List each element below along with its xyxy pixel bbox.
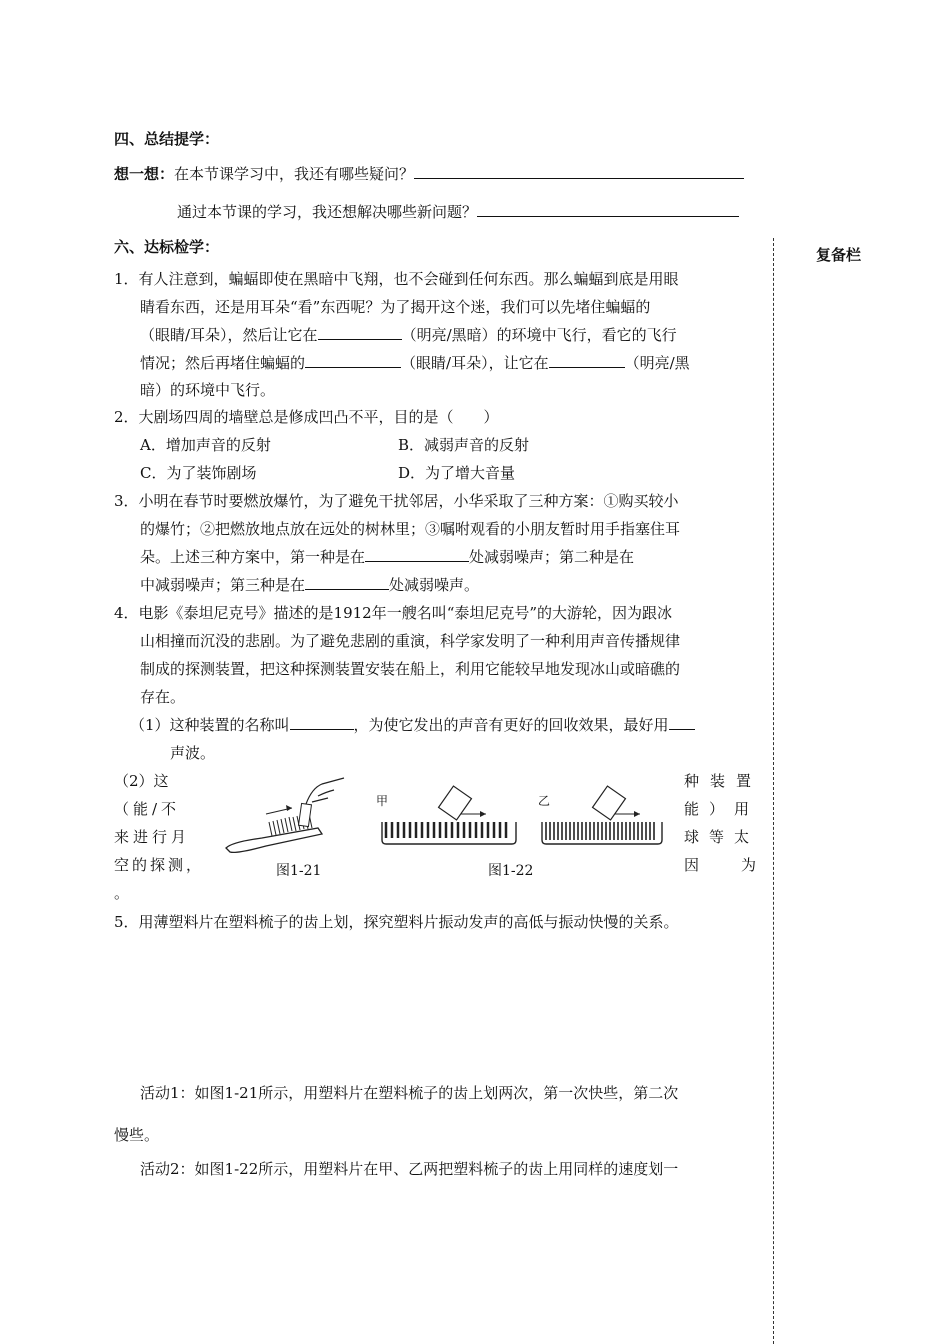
q4-line-1: 4．电影《泰坦尼克号》描述的是1912年一艘名叫“泰坦尼克号”的大游轮，因为跟冰 <box>114 604 673 622</box>
q3-text-3b: 处减弱噪声；第二种是在 <box>469 548 635 566</box>
answer-blank-q1-2[interactable] <box>305 353 401 368</box>
q3-text-3a: 朵。上述三种方案中，第一种是在 <box>140 548 366 566</box>
figure-1-21 <box>222 774 358 860</box>
q1-line-4 <box>140 352 690 373</box>
answer-blank-q4-1[interactable] <box>290 715 354 730</box>
q4-sub2-right-3: 球等太 <box>684 828 760 846</box>
q1-text-4a: 情况；然后再堵住蝙蝠的 <box>140 354 306 372</box>
activity-1-line-2: 慢些。 <box>114 1126 160 1144</box>
think-question-1: 在本节课学习中，我还有哪些疑问？ <box>174 165 415 183</box>
think-line-2 <box>177 201 739 222</box>
sidebar-divider <box>773 238 774 1344</box>
comb-hand-icon <box>222 774 358 860</box>
q1-line-2: 睛看东西，还是用耳朵“看”东西呢？为了揭开这个迷，我们可以先堵住蝙蝠的 <box>140 298 651 316</box>
q3-line-2: 的爆竹；②把燃放地点放在远处的树林里；③嘱咐观看的小朋友暂时用手指塞住耳 <box>140 520 681 538</box>
q3-line-1: 3．小明在春节时要燃放爆竹，为了避免干扰邻居，小华采取了三种方案：①购买较小 <box>114 492 679 510</box>
q1-text-3b: （明亮/黑暗）的环境中飞行，看它的飞行 <box>401 326 677 344</box>
think-question-2: 通过本节课的学习，我还想解决哪些新问题？ <box>177 203 478 221</box>
q4-line-3: 制成的探测装置，把这种探测装置安装在船上，利用它能较早地发现冰山或暗礁的 <box>140 660 681 678</box>
answer-blank-q4-2[interactable] <box>669 715 695 730</box>
q2-option-d[interactable]: D．为了增大音量 <box>398 464 516 482</box>
sidebar-label: 复备栏 <box>816 246 862 264</box>
q1-line-1: 1．有人注意到，蝙蝠即使在黑暗中飞翔，也不会碰到任何东西。那么蝙蝠到底是用眼 <box>114 270 679 288</box>
q1-text-3a: （眼睛/耳朵），然后让它在 <box>140 326 318 344</box>
q3-text-4a: 中减弱噪声；第三种是在 <box>140 576 306 594</box>
figure-1-21-caption: 图1-21 <box>276 863 322 879</box>
answer-blank-q3-2[interactable] <box>305 575 389 590</box>
q5-stem: 5．用薄塑料片在塑料梳子的齿上划，探究塑料片振动发声的高低与振动快慢的关系。 <box>114 913 679 931</box>
q2-option-b[interactable]: B．减弱声音的反射 <box>398 436 530 454</box>
q3-line-3 <box>140 546 634 567</box>
q1-line-5: 暗）的环境中飞行。 <box>140 381 276 399</box>
figure-1-22 <box>374 780 674 860</box>
answer-blank-think-2[interactable] <box>477 202 739 217</box>
q4-sub2-left-col <box>114 770 204 910</box>
q4-sub1-text-a: （1）这种装置的名称叫 <box>130 716 290 734</box>
q2-option-a[interactable]: A．增加声音的反射 <box>140 436 271 454</box>
q4-sub2-left-5: 。 <box>114 884 130 902</box>
two-combs-icon <box>374 780 674 860</box>
q4-sub2-right-4: 因为 <box>684 856 799 874</box>
q4-sub1-line-2: 声波。 <box>170 744 216 762</box>
q4-sub2-right-1: 种装置 <box>684 772 763 790</box>
figure-1-22-caption: 图1-22 <box>488 863 534 879</box>
q4-sub2-right-col <box>684 770 799 882</box>
q4-sub1-text-b: ，为使它发出的声音有更好的回收效果，最好用 <box>353 716 669 734</box>
section-title-summary: 四、总结提学： <box>114 130 220 148</box>
q1-text-4b: （眼睛/耳朵），让它在 <box>401 354 549 372</box>
answer-blank-q3-1[interactable] <box>365 547 469 562</box>
answer-blank-q1-1[interactable] <box>318 325 402 340</box>
section-title-test: 六、达标检学： <box>114 238 220 256</box>
comb-label-jia: 甲 <box>376 794 389 808</box>
q1-line-3 <box>140 324 677 345</box>
q4-sub2-right-2: 能）用 <box>684 800 760 818</box>
q2-option-c[interactable]: C．为了装饰剧场 <box>140 464 257 482</box>
q4-sub2-left-2: （能/不 <box>114 800 181 818</box>
activity-2-line-1: 活动2：如图1-22所示，用塑料片在甲、乙两把塑料梳子的齿上用同样的速度划一 <box>140 1160 679 1178</box>
q4-sub2-left-3: 来进行月 <box>114 828 191 846</box>
think-label: 想一想： <box>114 165 175 183</box>
q4-sub2-left-1: （2）这 <box>114 772 169 790</box>
q4-line-2: 山相撞而沉没的悲剧。为了避免悲剧的重演，科学家发明了一种利用声音传播规律 <box>140 632 681 650</box>
q3-line-4 <box>140 574 479 595</box>
q3-text-4b: 处减弱噪声。 <box>389 576 480 594</box>
q4-line-4: 存在。 <box>140 688 186 706</box>
think-line-1 <box>114 163 744 184</box>
answer-blank-q1-3[interactable] <box>549 353 625 368</box>
q1-text-4c: （明亮/黑 <box>624 354 690 372</box>
activity-1-line-1: 活动1：如图1-21所示，用塑料片在塑料梳子的齿上划两次，第一次快些，第二次 <box>140 1084 679 1102</box>
q4-sub2-left-4: 空的探测， <box>114 856 205 874</box>
comb-label-yi: 乙 <box>538 794 551 808</box>
q2-stem: 2．大剧场四周的墙壁总是修成凹凸不平，目的是（ ） <box>114 408 499 426</box>
answer-blank-think-1[interactable] <box>414 164 744 179</box>
q4-sub1-line-1 <box>130 714 695 735</box>
